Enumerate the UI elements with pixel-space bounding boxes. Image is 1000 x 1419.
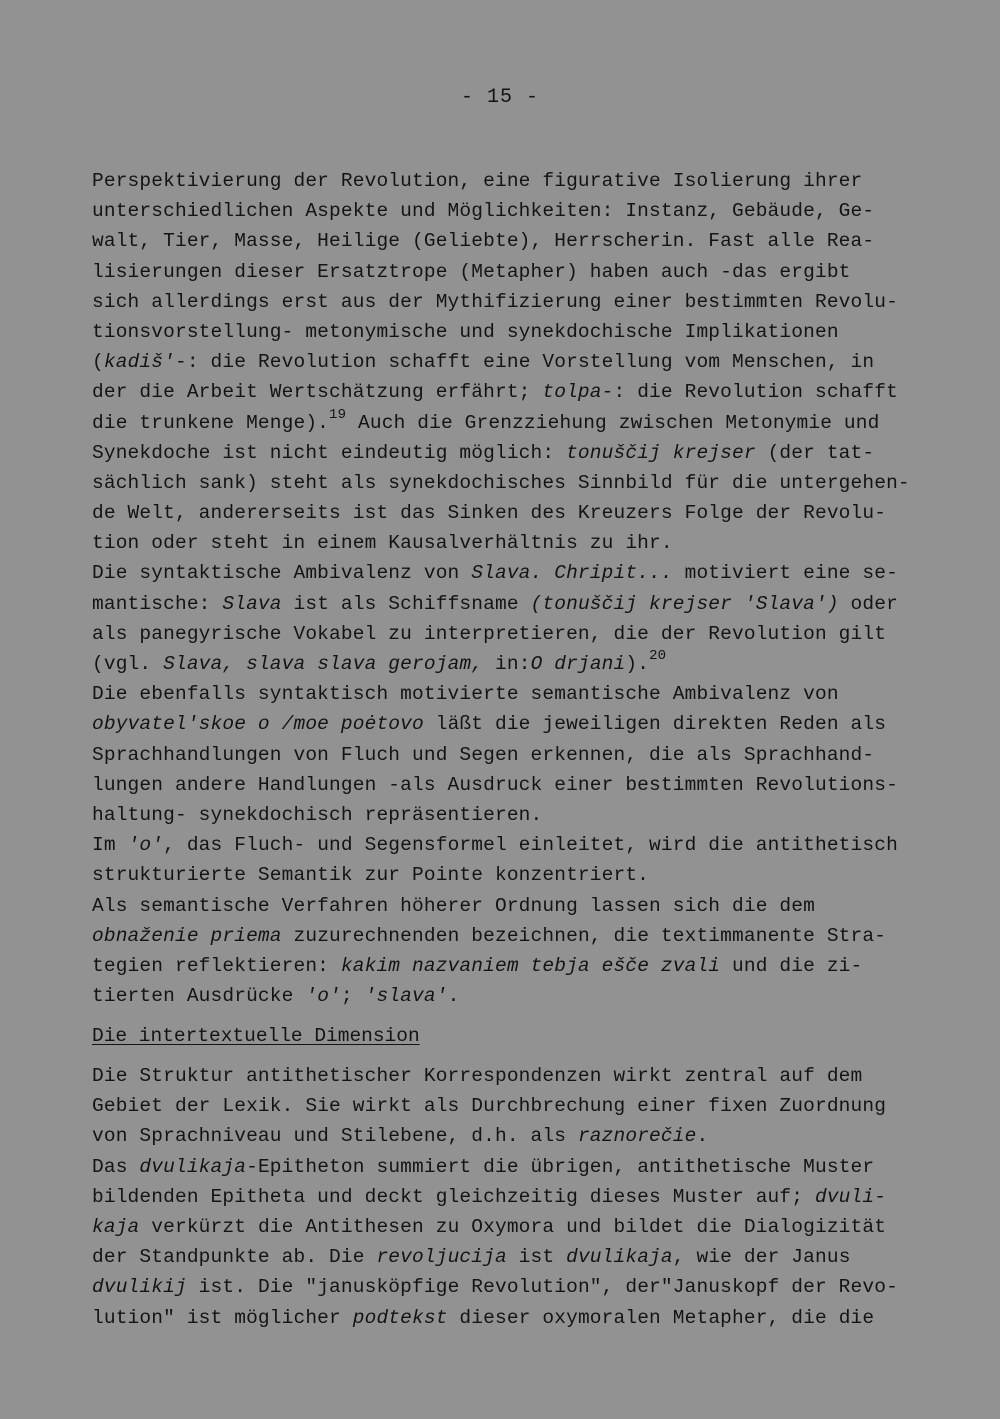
italic-term: Slava, slava slava gerojam, <box>163 653 484 675</box>
text-line <box>92 1121 922 1151</box>
text-line <box>92 619 922 649</box>
text-run: Die Struktur antithetischer Korrespondenzen wirkt zentral auf dem <box>92 1065 863 1087</box>
text-run: Das <box>92 1155 140 1178</box>
text-run: Die ebenfalls syntaktisch motivierte semantische Ambivalenz von <box>92 683 839 706</box>
text-line <box>92 226 922 256</box>
text-run: ist als Schiffsname <box>281 592 531 615</box>
text-line <box>92 377 922 407</box>
text-line <box>92 1091 922 1121</box>
text-run: bildenden Epitheta und deckt gleichzeitig dieses Muster auf; <box>92 1185 815 1208</box>
text-run: Synekdoche ist nicht eindeutig möglich: <box>92 441 567 464</box>
text-line <box>92 800 922 830</box>
italic-term: dvuli- <box>814 1185 887 1208</box>
text-run: unterschiedlichen Aspekte und Möglichkeiten: Instanz, Gebäude, Ge- <box>92 200 875 223</box>
text-run: Die syntaktische Ambivalenz von <box>92 562 472 585</box>
text-line <box>92 709 922 739</box>
text-run: ). <box>625 653 650 675</box>
italic-term: dvulikaja <box>139 1155 247 1178</box>
text-run: dieser oxymoralen Metapher, die die <box>447 1306 875 1329</box>
text-run: als panegyrische Vokabel zu interpretieren, die der Revolution gilt <box>92 622 887 645</box>
text-line <box>92 317 922 347</box>
text-line <box>92 408 922 438</box>
italic-term: 'slava' <box>364 985 448 1008</box>
italic-term: O drjani <box>530 653 626 675</box>
text-run: Sprachhandlungen von Fluch und Segen erkennen, die als Sprachhand- <box>92 743 875 766</box>
text-run: läßt die jeweiligen direkten Reden als <box>423 713 887 736</box>
body-text-section-2 <box>92 1061 922 1333</box>
body-text-section-1 <box>92 166 922 1011</box>
text-line <box>92 921 922 951</box>
italic-term: podtekst <box>352 1306 448 1329</box>
text-line <box>92 498 922 528</box>
text-run: . <box>696 1125 709 1148</box>
italic-term: raznorečie <box>577 1125 697 1148</box>
footnote-ref: 20 <box>649 648 667 664</box>
text-run: tegien reflektieren: <box>92 954 341 977</box>
text-line <box>92 558 922 588</box>
text-run: motiviert eine se- <box>672 562 898 585</box>
text-run: , das Fluch- und Segensformel einleitet, wird die antithetisch <box>163 834 898 857</box>
text-run: ist <box>506 1246 567 1269</box>
text-run: ( <box>92 351 104 374</box>
text-run: Als semantische Verfahren höherer Ordnung lassen sich die dem <box>92 894 815 917</box>
italic-term: tolpa <box>542 381 602 404</box>
text-run: sich allerdings erst aus der Mythifizierung einer bestimmten Revolu- <box>92 290 898 313</box>
text-run: (der tat- <box>755 441 875 464</box>
text-run: Im <box>92 834 128 857</box>
text-run: ; <box>340 985 365 1008</box>
text-line <box>92 166 922 196</box>
text-run: (vgl. <box>92 653 164 675</box>
italic-term: obyvatel'skoe o /moe poėtovo <box>92 713 424 736</box>
text-run: . <box>447 985 460 1008</box>
text-line <box>92 438 922 468</box>
text-line <box>92 196 922 226</box>
text-run: der die Arbeit Wertschätzung erfährt; <box>92 381 543 404</box>
italic-term: kaja <box>92 1215 140 1238</box>
text-line <box>92 589 922 619</box>
text-run: Perspektivierung der Revolution, eine figurative Isolierung ihrer <box>92 170 863 192</box>
text-line <box>92 951 922 981</box>
text-run: mantische: <box>92 592 223 615</box>
text-run: -: die Revolution schafft eine Vorstellung vom Menschen, in <box>174 351 875 374</box>
italic-term: 'o' <box>127 834 164 857</box>
text-line <box>92 1152 922 1182</box>
text-line <box>92 649 922 679</box>
text-run: strukturierte Semantik zur Pointe konzentriert. <box>92 864 650 887</box>
text-run: Auch die Grenzziehung zwischen Metonymie und <box>346 411 880 434</box>
italic-term: Slava <box>222 592 282 615</box>
text-run: von Sprachniveau und Stilebene, d.h. als <box>92 1125 578 1148</box>
text-run: die trunkene Menge). <box>92 411 330 434</box>
text-run: sächlich sank) steht als synekdochisches Sinnbild für die untergehen- <box>92 471 910 494</box>
text-line <box>92 830 922 860</box>
text-line <box>92 740 922 770</box>
text-line <box>92 528 922 558</box>
text-run: walt, Tier, Masse, Heilige (Geliebte), Herrscherin. Fast alle Rea- <box>92 230 875 253</box>
text-line <box>92 1212 922 1242</box>
text-run: lution" ist möglicher <box>92 1306 353 1329</box>
text-run: in: <box>483 653 531 675</box>
text-run: tionsvorstellung- metonymische und synekdochische Implikationen <box>92 320 839 343</box>
section-heading: Die intertextuelle Dimension <box>92 1025 420 1047</box>
italic-term: dvulikij <box>92 1276 187 1299</box>
text-line <box>92 679 922 709</box>
italic-term: kadiš' <box>103 351 175 374</box>
footnote-ref: 19 <box>329 406 347 423</box>
text-run: und die zi- <box>720 954 863 977</box>
text-run: verkürzt die Antithesen zu Oxymora und bildet die Dialogizität <box>139 1215 887 1238</box>
text-run: tion oder steht in einem Kausalverhältnis zu ihr. <box>92 532 673 555</box>
italic-term: tonuščij krejser <box>566 441 756 464</box>
text-run: de Welt, andererseits ist das Sinken des Kreuzers Folge der Revolu- <box>92 502 887 525</box>
text-line <box>92 1182 922 1212</box>
text-line <box>92 1242 922 1272</box>
italic-term: Slava. Chripit... <box>471 562 673 585</box>
text-line <box>92 347 922 377</box>
italic-term: revoljucija <box>376 1246 507 1269</box>
text-line <box>92 1272 922 1302</box>
text-line <box>92 891 922 921</box>
text-line <box>92 1061 922 1091</box>
text-run: Gebiet der Lexik. Sie wirkt als Durchbrechung einer fixen Zuordnung <box>92 1095 887 1118</box>
text-line <box>92 1303 922 1333</box>
text-run: lungen andere Handlungen -als Ausdruck einer bestimmten Revolutions- <box>92 773 898 796</box>
text-run: tierten Ausdrücke <box>92 985 306 1008</box>
text-line <box>92 860 922 890</box>
text-line <box>92 468 922 498</box>
text-run: , wie der Janus <box>672 1246 851 1269</box>
text-run: lisierungen dieser Ersatztrope (Metapher) haben auch -das ergibt <box>92 260 851 283</box>
text-line <box>92 770 922 800</box>
italic-term: dvulikaja <box>566 1246 673 1269</box>
italic-term: obnaženie priema <box>92 924 282 947</box>
text-run: -Epitheton summiert die übrigen, antithetische Muster <box>246 1155 875 1178</box>
text-run: oder <box>838 592 898 615</box>
page-number: - 15 - <box>460 86 539 109</box>
text-line <box>92 287 922 317</box>
italic-term: 'o' <box>305 985 341 1008</box>
text-run: haltung- synekdochisch repräsentieren. <box>92 803 543 826</box>
text-run: ist. Die "janusköpfige Revolution", der"Januskopf der Revo- <box>186 1276 898 1299</box>
text-line <box>92 981 922 1011</box>
italic-term: (tonuščij krejser 'Slava') <box>530 592 839 615</box>
text-run: der Standpunkte ab. Die <box>92 1246 377 1269</box>
text-run: zuzurechnenden bezeichnen, die textimmanente Stra- <box>281 924 887 947</box>
text-run: -: die Revolution schafft <box>601 381 898 404</box>
italic-term: kakim nazvaniem tebja ešče zvali <box>340 954 721 977</box>
text-line <box>92 257 922 287</box>
